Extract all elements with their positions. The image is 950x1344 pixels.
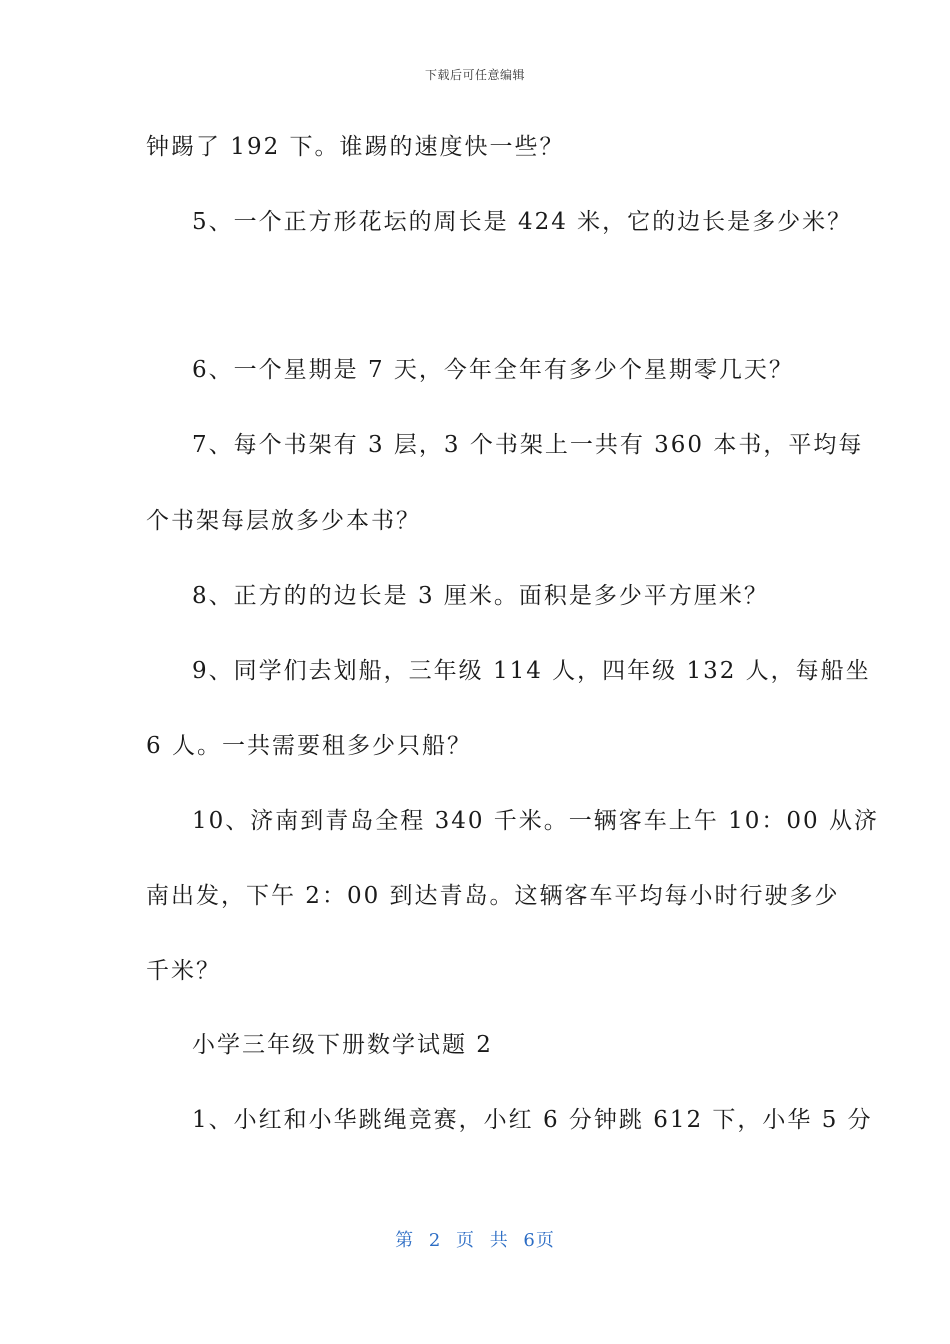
question-8: 8、正方的的边长是 3 厘米。面积是多少平方厘米？ bbox=[192, 583, 769, 609]
question-9: 9、同学们去划船，三年级 114 人，四年级 132 人，每船坐 bbox=[192, 658, 871, 684]
question-5: 5、一个正方形花坛的周长是 424 米，它的边长是多少米？ bbox=[192, 209, 853, 235]
paragraph-line: 南出发，下午 2：00 到达青岛。这辆客车平均每小时行驶多少 bbox=[146, 883, 840, 909]
page-footer: 第 2 页 共 6页 bbox=[395, 1230, 555, 1251]
section-title: 小学三年级下册数学试题 2 bbox=[192, 1032, 493, 1058]
paragraph-line: 个书架每层放多少本书？ bbox=[146, 508, 421, 534]
page-header: 下载后可任意编辑 bbox=[424, 68, 525, 82]
paragraph-line: 6 人。一共需要租多少只船？ bbox=[146, 733, 472, 759]
paragraph-line: 千米？ bbox=[146, 958, 221, 984]
question-6: 6、一个星期是 7 天，今年全年有多少个星期零几天？ bbox=[192, 357, 794, 383]
paragraph-line: 钟踢了 192 下。谁踢的速度快一些？ bbox=[146, 134, 565, 160]
question-10: 10、济南到青岛全程 340 千米。一辆客车上午 10：00 从济 bbox=[192, 808, 879, 834]
question-7: 7、每个书架有 3 层，3 个书架上一共有 360 本书，平均每 bbox=[192, 432, 864, 458]
question-1: 1、小红和小华跳绳竞赛，小红 6 分钟跳 612 下，小华 5 分 bbox=[192, 1107, 873, 1133]
